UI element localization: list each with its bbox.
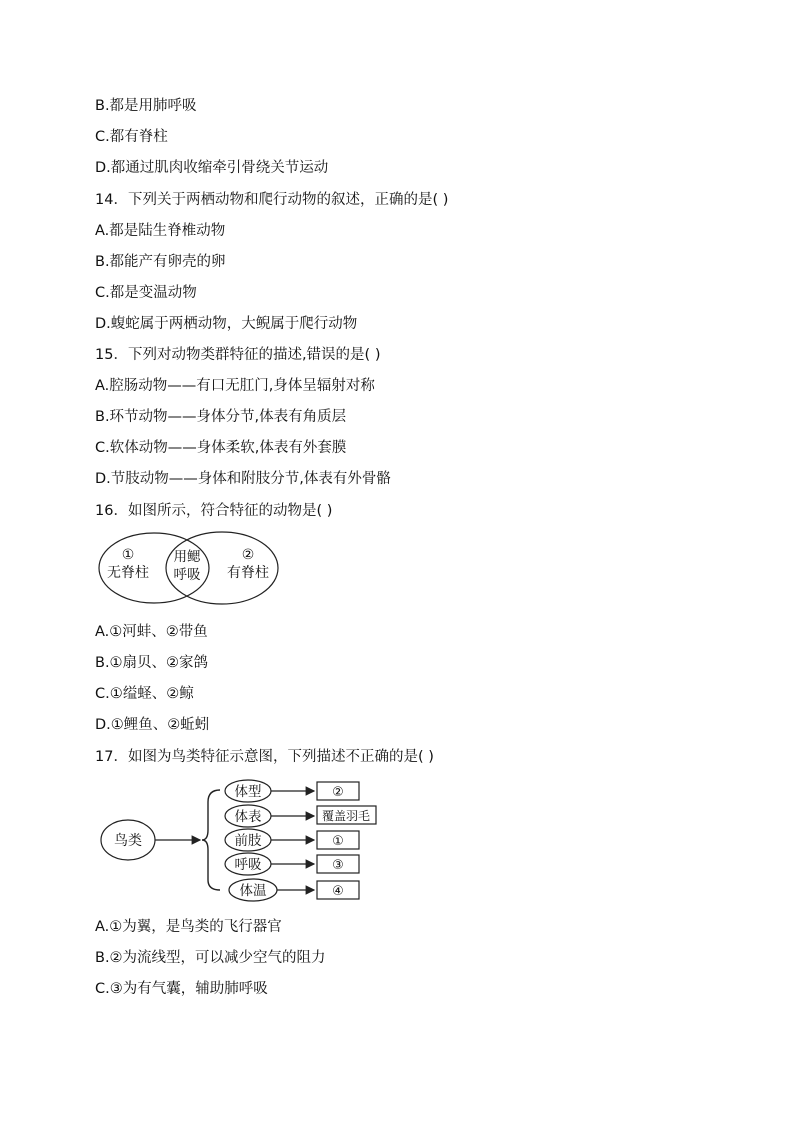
q14-option-b: B.都能产有卵壳的卵 [95,254,226,270]
item-body-temp-label: 体温 [239,883,267,899]
venn-left-text: 无脊柱 [107,565,149,581]
q15-stem: 15．下列对动物类群特征的描述,错误的是( ) [95,347,381,363]
item-forelimb-target: ① [332,834,344,849]
venn-left-num: ① [121,547,135,563]
q15-option-c: C.软体动物——身体柔软,体表有外套膜 [95,440,347,456]
venn-right-text: 有脊柱 [227,565,269,581]
bird-feature-diagram [98,776,388,906]
item-body-temp-target: ④ [332,884,344,899]
q16-option-c: C.①缢蛏、②鲸 [95,686,194,702]
item-body-shape-label: 体型 [234,784,262,800]
q16-option-b: B.①扇贝、②家鸽 [95,655,209,671]
q17-stem: 17．如图为鸟类特征示意图，下列描述不正确的是( ) [95,749,434,765]
q15-option-b: B.环节动物——身体分节,体表有角质层 [95,409,347,425]
item-respiration-label: 呼吸 [234,857,262,873]
q13-option-b: B.都是用肺呼吸 [95,98,197,114]
brace [202,790,220,890]
item-body-surface-target: 覆盖羽毛 [321,809,371,823]
q17-option-b: B.②为流线型，可以减少空气的阻力 [95,950,326,966]
q16-stem: 16．如图所示，符合特征的动物是( ) [95,503,333,519]
q14-option-c: C.都是变温动物 [95,285,197,301]
q14-stem: 14．下列关于两栖动物和爬行动物的叙述，正确的是( ) [95,192,449,208]
venn-right-num: ② [241,547,255,563]
q13-option-d: D.都通过肌肉收缩牵引骨绕关节运动 [95,160,329,176]
q14-option-d: D.蝮蛇属于两栖动物，大鲵属于爬行动物 [95,316,358,332]
item-forelimb-label: 前肢 [234,833,262,849]
root-label: 鸟类 [114,833,142,849]
venn-diagram [98,530,280,608]
q16-option-d: D.①鲤鱼、②蚯蚓 [95,717,210,733]
q17-option-c: C.③为有气囊，辅助肺呼吸 [95,981,268,997]
venn-overlap-line1: 用鳃 [173,549,201,565]
item-body-surface-label: 体表 [234,809,262,825]
q13-option-c: C.都有脊柱 [95,129,168,145]
item-respiration-target: ③ [332,858,344,873]
q17-option-a: A.①为翼，是鸟类的飞行器官 [95,919,282,935]
item-body-shape-target: ② [332,785,344,800]
q15-option-a: A.腔肠动物——有口无肛门,身体呈辐射对称 [95,378,375,394]
venn-overlap-line2: 呼吸 [173,567,201,583]
q16-option-a: A.①河蚌、②带鱼 [95,624,208,640]
q15-option-d: D.节肢动物——身体和附肢分节,体表有外骨骼 [95,471,391,487]
q14-option-a: A.都是陆生脊椎动物 [95,223,226,239]
